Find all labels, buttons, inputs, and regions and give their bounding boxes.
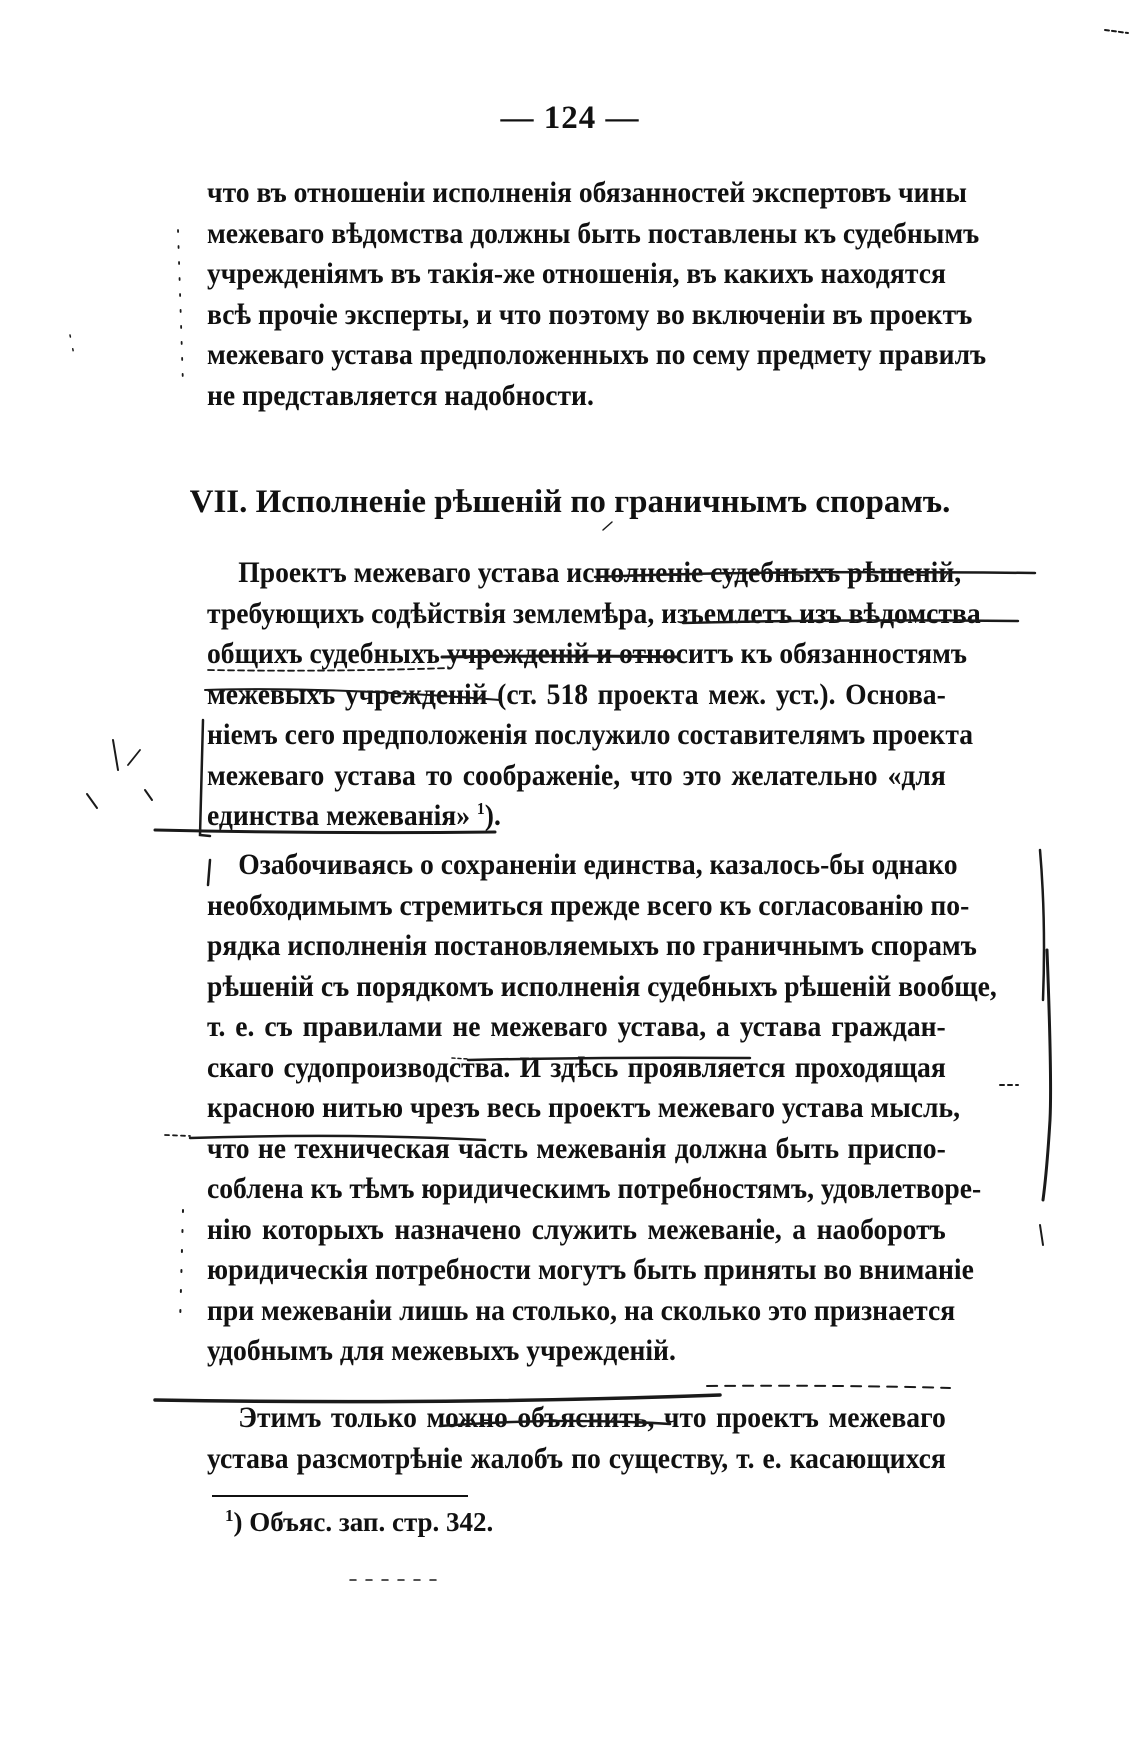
footnote-text: ) Объяс. зап. стр. 342.: [233, 1507, 494, 1537]
pencil-tick: [145, 790, 152, 800]
footnote-marker: 1: [225, 1506, 234, 1525]
text-line: не представляется надобности.: [207, 378, 594, 412]
footnote: [225, 1507, 493, 1538]
paragraph-unity-argument: [207, 845, 997, 1372]
text-line: скаго судопроизводства. И здѣсь проявляется проходящая: [207, 1050, 946, 1084]
text-line: Этимъ только можно объяснить, что проектъ межеваго: [238, 1401, 946, 1434]
text-line-tail: ).: [484, 799, 501, 832]
text-line: общихъ судебныхъ учрежденій и относитъ къ обязанностямъ: [207, 637, 967, 670]
text-line: ніемъ сего предположенія послужило составителямъ проекта: [207, 718, 974, 751]
text-line-with-footnote-ref: [207, 796, 946, 837]
text-line: рѣшеній съ порядкомъ исполненія судебныхъ рѣшеній вообще,: [207, 969, 997, 1003]
text-line: красною нитью чрезъ весь проектъ межеваго устава мысль,: [207, 1091, 960, 1124]
text-line: юридическія потребности могутъ быть приняты во вниманіе: [207, 1253, 974, 1286]
pencil-line: [707, 1386, 950, 1388]
paragraph-expert-duties: [207, 173, 987, 416]
pencil-dots: [178, 230, 183, 385]
text-line: межеваго устава то соображеніе, что это желательно «для: [207, 758, 946, 792]
pencil-tick: [128, 750, 140, 765]
text-line: Проектъ межеваго устава исполненіе судебныхъ рѣшеній,: [238, 556, 962, 589]
pencil-tick: [1040, 1225, 1043, 1245]
text-line: что въ отношеніи исполненія обязанностей экспертовъ чины: [207, 176, 967, 209]
text-line: Озабочиваясь о сохраненіи единства, казалось-бы однако: [238, 848, 958, 881]
pencil-tick: [87, 794, 97, 808]
text-line: межеваго устава предположенныхъ по сему предмету правилъ: [207, 338, 987, 371]
text-line-part: единства межеванія»: [207, 799, 471, 832]
footnote-reference: 1: [476, 799, 485, 818]
footnote-divider: [212, 1495, 468, 1497]
text-line: при межеваніи лишь на столько, на сколько это признается: [207, 1293, 956, 1327]
pencil-dots: [180, 1210, 183, 1325]
pencil-tick: [603, 522, 612, 530]
text-line: межевыхъ учрежденій (ст. 518 проекта меж. уст.). Основа-: [207, 677, 946, 711]
paragraph-complaints: [207, 1398, 946, 1479]
pencil-dots: [70, 335, 75, 360]
text-line: учрежденіямъ въ такія-же отношенія, въ какихъ находятся: [207, 257, 946, 290]
text-line: что не техническая часть межеванія должна быть приспо-: [207, 1131, 946, 1165]
pencil-line: [165, 1135, 190, 1136]
text-line: устава разсмотрѣніе жалобъ по существу, т. е. касающихся: [207, 1441, 946, 1475]
pencil-bracket: [1043, 950, 1051, 1200]
text-line: нію которыхъ назначено служить межеваніе, а наоборотъ: [207, 1212, 946, 1246]
text-line: т. е. съ правилами не межеваго устава, а устава граждан-: [207, 1010, 946, 1043]
text-line: соблена къ тѣмъ юридическимъ потребностямъ, удовлетворе-: [207, 1172, 982, 1205]
paragraph-project-execution: [207, 553, 981, 837]
pencil-tick: [113, 740, 118, 770]
pencil-mark: [1105, 30, 1128, 33]
pencil-bracket: [1040, 850, 1044, 1000]
text-line: рядка исполненія постановляемыхъ по граничнымъ спорамъ: [207, 929, 977, 962]
page-number: — 124 —: [500, 100, 640, 136]
text-line: требующихъ содѣйствія землемѣра, изъемлетъ изъ вѣдомства: [207, 596, 981, 630]
section-heading: VII. Исполненіе рѣшеній по граничнымъ спорамъ.: [189, 484, 951, 520]
text-line: удобнымъ для межевыхъ учрежденій.: [207, 1334, 676, 1367]
text-line: межеваго вѣдомства должны быть поставлены къ судебнымъ: [207, 216, 980, 250]
text-line: необходимымъ стремиться прежде всего къ согласованію по-: [207, 888, 970, 922]
text-line: всѣ прочіе эксперты, и что поэтому во включеніи въ проектъ: [207, 297, 973, 331]
